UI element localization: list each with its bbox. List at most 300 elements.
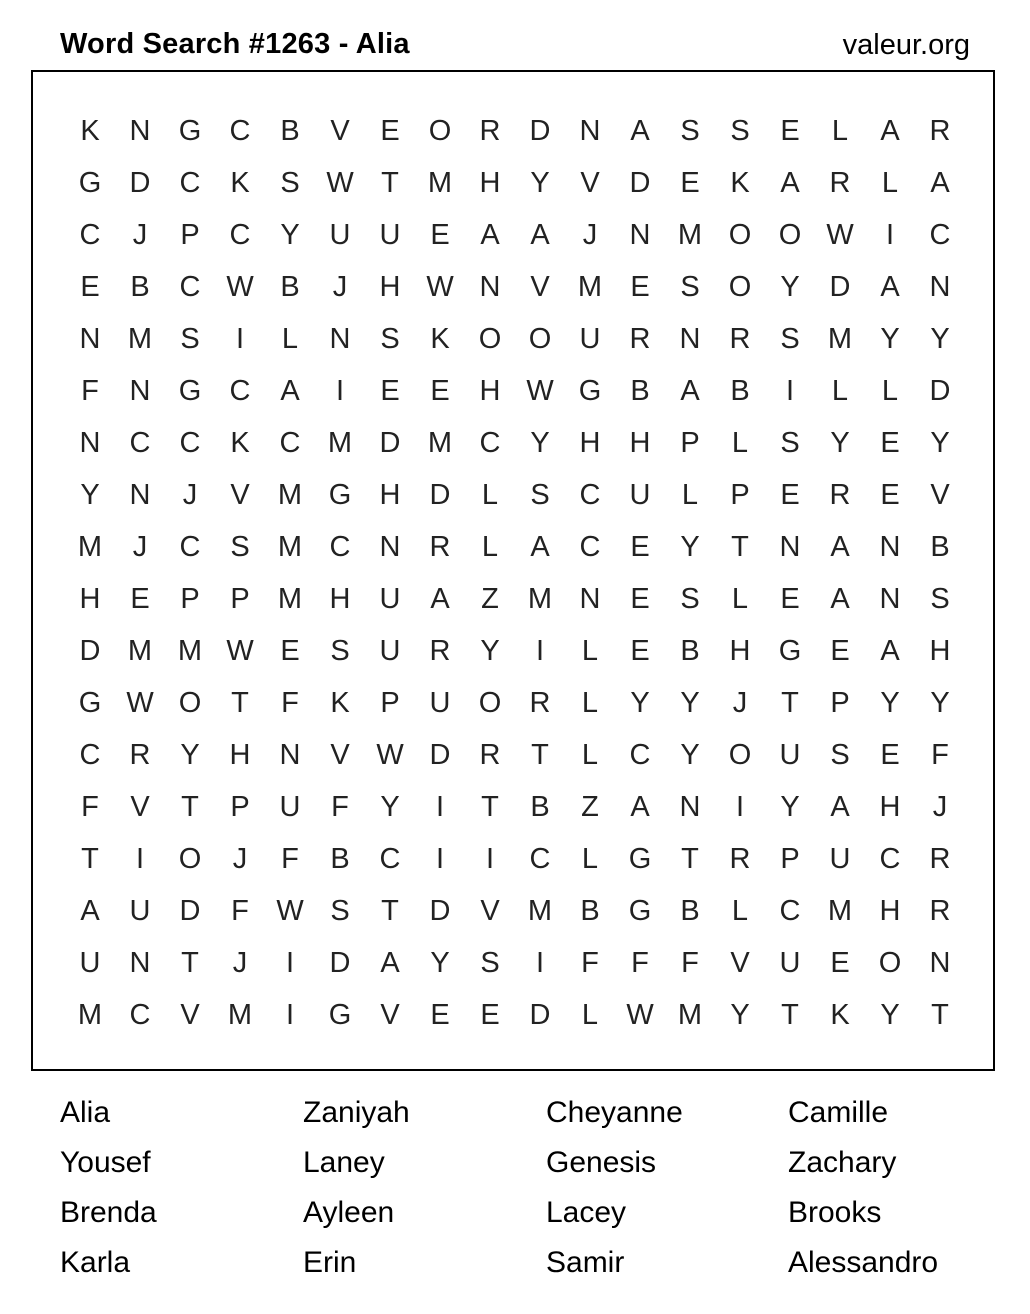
grid-letter: N bbox=[929, 271, 951, 303]
grid-letter: M bbox=[677, 999, 703, 1031]
grid-letter: P bbox=[180, 219, 200, 251]
grid-letter: Y bbox=[780, 791, 800, 823]
grid-letter: A bbox=[480, 219, 500, 251]
grid-letter: U bbox=[79, 947, 101, 979]
grid-letter: F bbox=[81, 791, 99, 823]
grid-letter: W bbox=[526, 375, 554, 407]
grid-letter: A bbox=[930, 167, 950, 199]
grid-letter: J bbox=[932, 791, 948, 823]
grid-letter: M bbox=[277, 583, 303, 615]
grid-letter: M bbox=[577, 271, 603, 303]
grid-letter: E bbox=[380, 375, 400, 407]
grid-letter: O bbox=[178, 687, 202, 719]
grid-letter: D bbox=[79, 635, 101, 667]
grid-letter: Y bbox=[680, 531, 700, 563]
grid-letter: Y bbox=[880, 687, 900, 719]
word-list-item: Karla bbox=[60, 1246, 131, 1279]
grid-letter: V bbox=[930, 479, 950, 511]
grid-letter: D bbox=[429, 895, 451, 927]
grid-letter: E bbox=[630, 531, 650, 563]
grid-letter: F bbox=[331, 791, 349, 823]
grid-letter: M bbox=[77, 531, 103, 563]
grid-letter: R bbox=[729, 843, 751, 875]
grid-letter: G bbox=[178, 375, 202, 407]
grid-letter: W bbox=[276, 895, 304, 927]
grid-letter: Y bbox=[80, 479, 100, 511]
grid-letter: S bbox=[530, 479, 550, 511]
grid-letter: E bbox=[880, 479, 900, 511]
grid-letter: N bbox=[879, 583, 901, 615]
grid-letter: M bbox=[827, 895, 853, 927]
letter-grid bbox=[33, 72, 993, 1069]
grid-letter: W bbox=[626, 999, 654, 1031]
grid-letter: L bbox=[481, 479, 499, 511]
grid-letter: L bbox=[281, 323, 299, 355]
grid-letter: E bbox=[780, 115, 800, 147]
grid-letter: T bbox=[481, 791, 499, 823]
grid-letter: H bbox=[929, 635, 951, 667]
grid-letter: U bbox=[279, 791, 301, 823]
grid-letter: D bbox=[329, 947, 351, 979]
grid-letter: U bbox=[779, 739, 801, 771]
grid-letter: N bbox=[329, 323, 351, 355]
word-list-item: Zachary bbox=[788, 1146, 897, 1179]
grid-letter: S bbox=[680, 271, 700, 303]
grid-letter: U bbox=[429, 687, 451, 719]
page-header bbox=[60, 24, 970, 68]
grid-letter: Y bbox=[880, 999, 900, 1031]
grid-letter: Y bbox=[880, 323, 900, 355]
grid-letter: A bbox=[530, 219, 550, 251]
grid-letter: C bbox=[229, 115, 251, 147]
grid-letter: A bbox=[680, 375, 700, 407]
grid-letter: R bbox=[929, 115, 951, 147]
grid-letter: H bbox=[379, 271, 401, 303]
grid-letter: T bbox=[81, 843, 99, 875]
grid-letter: P bbox=[230, 791, 250, 823]
grid-letter: Y bbox=[680, 687, 700, 719]
grid-letter: M bbox=[227, 999, 253, 1031]
grid-letter: S bbox=[480, 947, 500, 979]
grid-letter: S bbox=[380, 323, 400, 355]
grid-letter: J bbox=[332, 271, 348, 303]
grid-letter: H bbox=[329, 583, 351, 615]
grid-letter: I bbox=[735, 791, 745, 823]
grid-letter: E bbox=[880, 739, 900, 771]
grid-letter: R bbox=[479, 115, 501, 147]
grid-letter: C bbox=[79, 739, 101, 771]
grid-letter: C bbox=[279, 427, 301, 459]
grid-letter: M bbox=[527, 583, 553, 615]
grid-letter: M bbox=[827, 323, 853, 355]
grid-letter: A bbox=[880, 271, 900, 303]
grid-letter: F bbox=[581, 947, 599, 979]
grid-letter: S bbox=[330, 635, 350, 667]
grid-letter: T bbox=[531, 739, 549, 771]
word-list-item: Cheyanne bbox=[546, 1096, 683, 1129]
grid-letter: H bbox=[879, 895, 901, 927]
word-list-item: Alessandro bbox=[788, 1246, 939, 1279]
grid-letter: Z bbox=[581, 791, 599, 823]
grid-letter: L bbox=[581, 739, 599, 771]
word-list-item: Brenda bbox=[60, 1196, 157, 1229]
grid-letter: U bbox=[329, 219, 351, 251]
grid-letter: R bbox=[529, 687, 551, 719]
grid-letter: J bbox=[582, 219, 598, 251]
grid-letter: E bbox=[830, 947, 850, 979]
grid-letter: T bbox=[681, 843, 699, 875]
grid-letter: M bbox=[277, 531, 303, 563]
word-list-item: Ayleen bbox=[303, 1196, 395, 1229]
grid-letter: S bbox=[930, 583, 950, 615]
grid-letter: L bbox=[831, 115, 849, 147]
grid-letter: C bbox=[879, 843, 901, 875]
grid-letter: T bbox=[781, 687, 799, 719]
grid-letter: V bbox=[480, 895, 500, 927]
grid-letter: S bbox=[230, 531, 250, 563]
grid-letter: S bbox=[330, 895, 350, 927]
grid-letter: Y bbox=[180, 739, 200, 771]
grid-letter: K bbox=[330, 687, 350, 719]
grid-letter: E bbox=[430, 219, 450, 251]
grid-letter: D bbox=[379, 427, 401, 459]
grid-letter: J bbox=[132, 219, 148, 251]
grid-letter: L bbox=[681, 479, 699, 511]
grid-letter: H bbox=[79, 583, 101, 615]
grid-letter: O bbox=[478, 323, 502, 355]
grid-letter: L bbox=[581, 843, 599, 875]
grid-letter: K bbox=[80, 115, 100, 147]
word-list-item: Laney bbox=[303, 1146, 385, 1179]
grid-letter: S bbox=[780, 323, 800, 355]
grid-letter: C bbox=[179, 271, 201, 303]
grid-letter: G bbox=[328, 479, 352, 511]
grid-letter: I bbox=[535, 635, 545, 667]
grid-letter: Y bbox=[930, 323, 950, 355]
grid-letter: A bbox=[630, 791, 650, 823]
word-list-item: Zaniyah bbox=[303, 1096, 410, 1129]
grid-letter: J bbox=[182, 479, 198, 511]
grid-letter: T bbox=[231, 687, 249, 719]
grid-letter: M bbox=[77, 999, 103, 1031]
grid-letter: B bbox=[580, 895, 600, 927]
grid-letter: E bbox=[630, 635, 650, 667]
grid-letter: R bbox=[129, 739, 151, 771]
grid-letter: O bbox=[478, 687, 502, 719]
grid-letter: N bbox=[929, 947, 951, 979]
grid-letter: A bbox=[830, 583, 850, 615]
grid-letter: U bbox=[629, 479, 651, 511]
grid-letter: N bbox=[779, 531, 801, 563]
grid-letter: F bbox=[231, 895, 249, 927]
grid-letter: D bbox=[429, 739, 451, 771]
grid-letter: F bbox=[631, 947, 649, 979]
grid-letter: A bbox=[880, 115, 900, 147]
grid-letter: H bbox=[479, 167, 501, 199]
grid-letter: E bbox=[280, 635, 300, 667]
grid-letter: T bbox=[181, 947, 199, 979]
grid-letter: E bbox=[830, 635, 850, 667]
grid-letter: A bbox=[630, 115, 650, 147]
grid-letter: I bbox=[535, 947, 545, 979]
grid-letter: A bbox=[530, 531, 550, 563]
grid-letter: N bbox=[879, 531, 901, 563]
grid-letter: B bbox=[630, 375, 650, 407]
grid-letter: M bbox=[127, 323, 153, 355]
grid-letter: T bbox=[931, 999, 949, 1031]
grid-letter: M bbox=[127, 635, 153, 667]
grid-letter: A bbox=[80, 895, 100, 927]
grid-letter: I bbox=[885, 219, 895, 251]
grid-letter: P bbox=[380, 687, 400, 719]
grid-letter: P bbox=[830, 687, 850, 719]
word-list-item: Camille bbox=[788, 1096, 889, 1129]
grid-letter: J bbox=[132, 531, 148, 563]
grid-letter: M bbox=[427, 167, 453, 199]
grid-letter: T bbox=[381, 895, 399, 927]
grid-letter: D bbox=[429, 479, 451, 511]
grid-letter: V bbox=[230, 479, 250, 511]
grid-letter: S bbox=[730, 115, 750, 147]
grid-letter: Y bbox=[530, 427, 550, 459]
grid-letter: N bbox=[479, 271, 501, 303]
grid-letter: Y bbox=[480, 635, 500, 667]
grid-letter: N bbox=[79, 323, 101, 355]
grid-letter: E bbox=[380, 115, 400, 147]
grid-letter: L bbox=[881, 167, 899, 199]
grid-letter: G bbox=[178, 115, 202, 147]
grid-letter: C bbox=[129, 999, 151, 1031]
grid-letter: K bbox=[730, 167, 750, 199]
grid-letter: E bbox=[630, 583, 650, 615]
grid-letter: R bbox=[729, 323, 751, 355]
grid-letter: V bbox=[130, 791, 150, 823]
grid-letter: C bbox=[79, 219, 101, 251]
grid-letter: U bbox=[379, 219, 401, 251]
grid-letter: T bbox=[381, 167, 399, 199]
grid-letter: N bbox=[579, 115, 601, 147]
grid-letter: S bbox=[780, 427, 800, 459]
grid-letter: B bbox=[130, 271, 150, 303]
grid-letter: H bbox=[479, 375, 501, 407]
grid-letter: K bbox=[230, 167, 250, 199]
grid-letter: C bbox=[479, 427, 501, 459]
grid-letter: D bbox=[529, 999, 551, 1031]
grid-letter: M bbox=[177, 635, 203, 667]
grid-letter: V bbox=[330, 739, 350, 771]
grid-letter: E bbox=[430, 375, 450, 407]
grid-letter: L bbox=[731, 427, 749, 459]
grid-letter: A bbox=[280, 375, 300, 407]
grid-letter: D bbox=[829, 271, 851, 303]
grid-letter: D bbox=[529, 115, 551, 147]
grid-letter: H bbox=[579, 427, 601, 459]
grid-letter: A bbox=[880, 635, 900, 667]
grid-letter: U bbox=[379, 583, 401, 615]
grid-letter: O bbox=[728, 219, 752, 251]
grid-letter: P bbox=[680, 427, 700, 459]
grid-letter: B bbox=[930, 531, 950, 563]
grid-letter: P bbox=[780, 843, 800, 875]
grid-letter: M bbox=[327, 427, 353, 459]
grid-letter: C bbox=[779, 895, 801, 927]
grid-letter: I bbox=[435, 791, 445, 823]
grid-letter: U bbox=[829, 843, 851, 875]
grid-letter: R bbox=[829, 479, 851, 511]
grid-letter: L bbox=[731, 895, 749, 927]
grid-letter: E bbox=[480, 999, 500, 1031]
grid-letter: F bbox=[81, 375, 99, 407]
grid-letter: V bbox=[330, 115, 350, 147]
grid-letter: G bbox=[328, 999, 352, 1031]
grid-letter: M bbox=[277, 479, 303, 511]
grid-letter: Y bbox=[730, 999, 750, 1031]
grid-letter: B bbox=[730, 375, 750, 407]
grid-letter: T bbox=[181, 791, 199, 823]
grid-letter: N bbox=[679, 791, 701, 823]
site-name: valeur.org bbox=[842, 29, 970, 61]
word-list-item: Lacey bbox=[546, 1196, 627, 1229]
grid-letter: H bbox=[229, 739, 251, 771]
grid-letter: N bbox=[129, 115, 151, 147]
puzzle-grid-box bbox=[31, 70, 995, 1071]
grid-letter: O bbox=[728, 739, 752, 771]
word-list-item: Erin bbox=[303, 1246, 357, 1279]
grid-letter: J bbox=[232, 947, 248, 979]
grid-letter: S bbox=[680, 115, 700, 147]
grid-letter: J bbox=[232, 843, 248, 875]
word-list-item: Brooks bbox=[788, 1196, 882, 1229]
grid-letter: L bbox=[481, 531, 499, 563]
grid-letter: A bbox=[380, 947, 400, 979]
grid-letter: C bbox=[179, 531, 201, 563]
grid-letter: N bbox=[279, 739, 301, 771]
grid-letter: G bbox=[778, 635, 802, 667]
grid-letter: M bbox=[677, 219, 703, 251]
grid-letter: G bbox=[628, 843, 652, 875]
grid-letter: W bbox=[376, 739, 404, 771]
grid-letter: U bbox=[779, 947, 801, 979]
grid-letter: S bbox=[680, 583, 700, 615]
grid-letter: C bbox=[629, 739, 651, 771]
grid-letter: F bbox=[681, 947, 699, 979]
grid-letter: D bbox=[179, 895, 201, 927]
grid-letter: O bbox=[428, 115, 452, 147]
grid-letter: F bbox=[281, 687, 299, 719]
grid-letter: L bbox=[581, 635, 599, 667]
grid-letter: Y bbox=[280, 219, 300, 251]
grid-letter: I bbox=[135, 843, 145, 875]
grid-letter: O bbox=[878, 947, 902, 979]
grid-letter: W bbox=[226, 271, 254, 303]
grid-letter: S bbox=[830, 739, 850, 771]
grid-letter: T bbox=[731, 531, 749, 563]
grid-letter: Z bbox=[481, 583, 499, 615]
grid-letter: A bbox=[830, 531, 850, 563]
grid-letter: F bbox=[931, 739, 949, 771]
grid-letter: P bbox=[180, 583, 200, 615]
grid-letter: L bbox=[731, 583, 749, 615]
grid-letter: P bbox=[230, 583, 250, 615]
grid-letter: Y bbox=[680, 739, 700, 771]
grid-letter: N bbox=[129, 479, 151, 511]
grid-letter: O bbox=[528, 323, 552, 355]
grid-letter: Y bbox=[830, 427, 850, 459]
grid-letter: V bbox=[530, 271, 550, 303]
grid-letter: C bbox=[129, 427, 151, 459]
grid-letter: A bbox=[830, 791, 850, 823]
grid-letter: I bbox=[335, 375, 345, 407]
grid-letter: L bbox=[831, 375, 849, 407]
grid-letter: N bbox=[679, 323, 701, 355]
grid-letter: O bbox=[778, 219, 802, 251]
grid-letter: C bbox=[179, 427, 201, 459]
grid-letter: L bbox=[581, 687, 599, 719]
grid-letter: B bbox=[330, 843, 350, 875]
grid-letter: E bbox=[430, 999, 450, 1031]
grid-letter: V bbox=[180, 999, 200, 1031]
grid-letter: O bbox=[178, 843, 202, 875]
grid-letter: U bbox=[129, 895, 151, 927]
grid-letter: L bbox=[881, 375, 899, 407]
grid-letter: B bbox=[280, 271, 300, 303]
grid-letter: G bbox=[578, 375, 602, 407]
word-list-item: Genesis bbox=[546, 1146, 657, 1179]
grid-letter: I bbox=[785, 375, 795, 407]
grid-letter: P bbox=[730, 479, 750, 511]
grid-letter: R bbox=[929, 843, 951, 875]
grid-letter: K bbox=[230, 427, 250, 459]
grid-letter: Y bbox=[780, 271, 800, 303]
grid-letter: H bbox=[729, 635, 751, 667]
grid-letter: E bbox=[630, 271, 650, 303]
grid-letter: C bbox=[929, 219, 951, 251]
grid-letter: E bbox=[780, 583, 800, 615]
grid-letter: Y bbox=[930, 427, 950, 459]
grid-letter: O bbox=[728, 271, 752, 303]
grid-letter: C bbox=[329, 531, 351, 563]
grid-letter: E bbox=[780, 479, 800, 511]
grid-letter: K bbox=[830, 999, 850, 1031]
grid-letter: R bbox=[829, 167, 851, 199]
grid-letter: M bbox=[427, 427, 453, 459]
grid-letter: V bbox=[580, 167, 600, 199]
grid-letter: N bbox=[79, 427, 101, 459]
grid-letter: R bbox=[929, 895, 951, 927]
grid-letter: L bbox=[581, 999, 599, 1031]
grid-letter: S bbox=[180, 323, 200, 355]
grid-letter: Y bbox=[530, 167, 550, 199]
grid-letter: E bbox=[80, 271, 100, 303]
grid-letter: W bbox=[126, 687, 154, 719]
grid-letter: N bbox=[129, 947, 151, 979]
puzzle-title: Word Search #1263 - Alia bbox=[60, 28, 410, 60]
grid-letter: H bbox=[629, 427, 651, 459]
grid-letter: G bbox=[78, 167, 102, 199]
grid-letter: W bbox=[426, 271, 454, 303]
grid-letter: F bbox=[281, 843, 299, 875]
grid-letter: C bbox=[529, 843, 551, 875]
grid-letter: I bbox=[485, 843, 495, 875]
word-list-item: Samir bbox=[546, 1246, 625, 1279]
grid-letter: E bbox=[680, 167, 700, 199]
grid-letter: Y bbox=[930, 687, 950, 719]
grid-letter: M bbox=[527, 895, 553, 927]
grid-letter: T bbox=[781, 999, 799, 1031]
grid-letter: D bbox=[129, 167, 151, 199]
word-list-item: Alia bbox=[60, 1096, 111, 1129]
grid-letter: N bbox=[629, 219, 651, 251]
